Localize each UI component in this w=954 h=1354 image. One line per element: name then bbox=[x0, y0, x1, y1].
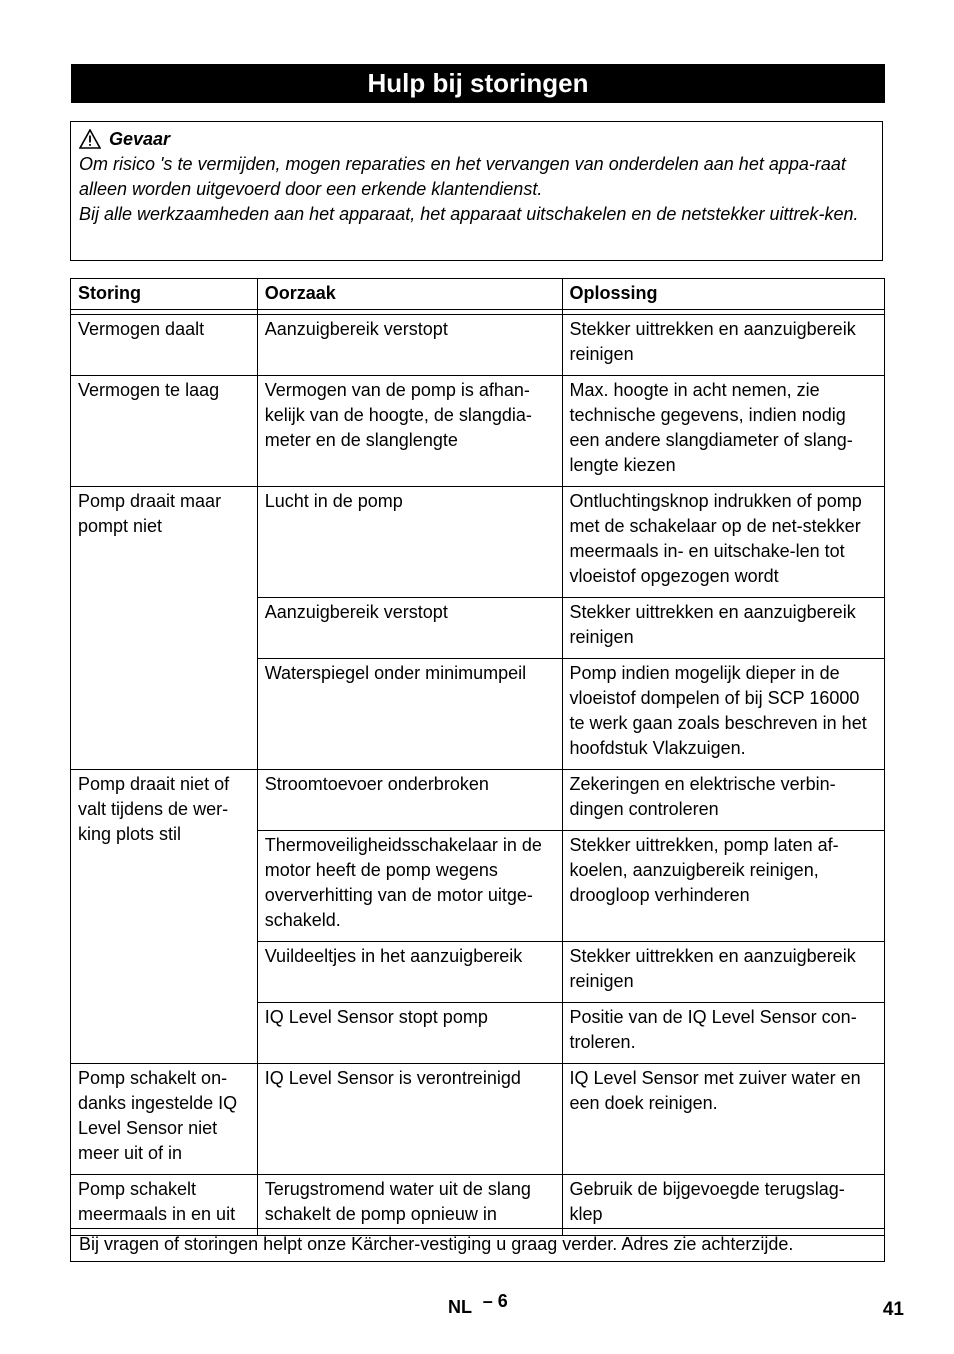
warning-heading-text: Gevaar bbox=[109, 128, 171, 149]
cell-oplossing: Stekker uittrekken en aanzuigbereik reinigen bbox=[562, 942, 884, 1003]
cell-oplossing: Stekker uittrekken en aanzuigbereik reinigen bbox=[562, 598, 884, 659]
header-oorzaak: Oorzaak bbox=[257, 279, 562, 310]
header-oplossing: Oplossing bbox=[562, 279, 884, 310]
cell-oplossing: Positie van de IQ Level Sensor con-troleren. bbox=[562, 1003, 884, 1064]
table-row bbox=[71, 315, 885, 376]
cell-storing: Pomp schakelt meermaals in en uit bbox=[71, 1175, 258, 1236]
cell-storing: Pomp draait maar pompt niet bbox=[71, 487, 258, 770]
cell-oorzaak: Vuildeeltjes in het aanzuigbereik bbox=[257, 942, 562, 1003]
cell-oplossing: Pomp indien mogelijk dieper in de vloeistof dompelen of bij SCP 16000 te werk gaan zoals beschreven in het hoofdstuk Vlakzuigen. bbox=[562, 659, 884, 770]
cell-storing: Vermogen te laag bbox=[71, 376, 258, 487]
cell-oplossing: Gebruik de bijgevoegde terugslag-klep bbox=[562, 1175, 884, 1236]
cell-storing: Pomp draait niet of valt tijdens de wer-king plots stil bbox=[71, 770, 258, 1064]
cell-oorzaak: Stroomtoevoer onderbroken bbox=[257, 770, 562, 831]
cell-oorzaak: Waterspiegel onder minimumpeil bbox=[257, 659, 562, 770]
cell-storing: Pomp schakelt on-danks ingestelde IQ Level Sensor niet meer uit of in bbox=[71, 1064, 258, 1175]
warning-text-1: Om risico 's te vermijden, mogen reparaties en het vervangen van onderdelen aan het appa-raat alleen worden uitgevoerd door een erkende klantendienst. bbox=[79, 154, 846, 199]
cell-oplossing: Zekeringen en elektrische verbin-dingen controleren bbox=[562, 770, 884, 831]
cell-oorzaak: Thermoveiligheidsschakelaar in de motor heeft de pomp wegens oververhitting van de motor uitge-schakeld. bbox=[257, 831, 562, 942]
footer-lang-code: NL bbox=[448, 1297, 472, 1317]
cell-oplossing: Max. hoogte in acht nemen, zie technische gegevens, indien nodig een andere slangdiameter of slang-lengte kiezen bbox=[562, 376, 884, 487]
troubleshooting-table bbox=[70, 278, 885, 1236]
table-row bbox=[71, 376, 885, 487]
table-row bbox=[71, 487, 885, 598]
page-title: Hulp bij storingen bbox=[71, 64, 885, 103]
cell-oorzaak: IQ Level Sensor is verontreinigd bbox=[257, 1064, 562, 1175]
cell-oorzaak: Terugstromend water uit de slang schakelt de pomp opnieuw in bbox=[257, 1175, 562, 1236]
info-box: Bij vragen of storingen helpt onze Kärcher-vestiging u graag verder. Adres zie achterzijde. bbox=[70, 1228, 885, 1262]
page-number: 41 bbox=[882, 1299, 904, 1320]
cell-oorzaak: Aanzuigbereik verstopt bbox=[257, 598, 562, 659]
cell-oplossing: IQ Level Sensor met zuiver water en een doek reinigen. bbox=[562, 1064, 884, 1175]
cell-oorzaak: IQ Level Sensor stopt pomp bbox=[257, 1003, 562, 1064]
cell-oorzaak: Lucht in de pomp bbox=[257, 487, 562, 598]
cell-oorzaak: Aanzuigbereik verstopt bbox=[257, 315, 562, 376]
cell-storing: Vermogen daalt bbox=[71, 315, 258, 376]
cell-oplossing: Ontluchtingsknop indrukken of pomp met de schakelaar op de net-stekker meermaals in- en uitschake-len tot vloeistof opgezogen wordt bbox=[562, 487, 884, 598]
footer-section-page: – 6 bbox=[482, 1291, 508, 1311]
header-storing: Storing bbox=[71, 279, 258, 310]
cell-oorzaak: Vermogen van de pomp is afhan-kelijk van de hoogte, de slangdia-meter en de slanglengte bbox=[257, 376, 562, 487]
warning-text-2: Bij alle werkzaamheden aan het apparaat, het apparaat uitschakelen en de netstekker uittrek-ken. bbox=[79, 204, 859, 224]
warning-box bbox=[70, 121, 883, 261]
cell-oplossing: Stekker uittrekken en aanzuigbereik reinigen bbox=[562, 315, 884, 376]
cell-oplossing: Stekker uittrekken, pomp laten af-koelen, aanzuigbereik reinigen, droogloop verhinderen bbox=[562, 831, 884, 942]
footer-language bbox=[448, 1291, 508, 1318]
table-row bbox=[71, 770, 885, 831]
table-row bbox=[71, 1064, 885, 1175]
warning-triangle-icon bbox=[79, 129, 101, 149]
table-row bbox=[71, 1175, 885, 1236]
warning-heading bbox=[79, 126, 874, 152]
table-header-row bbox=[71, 279, 885, 310]
